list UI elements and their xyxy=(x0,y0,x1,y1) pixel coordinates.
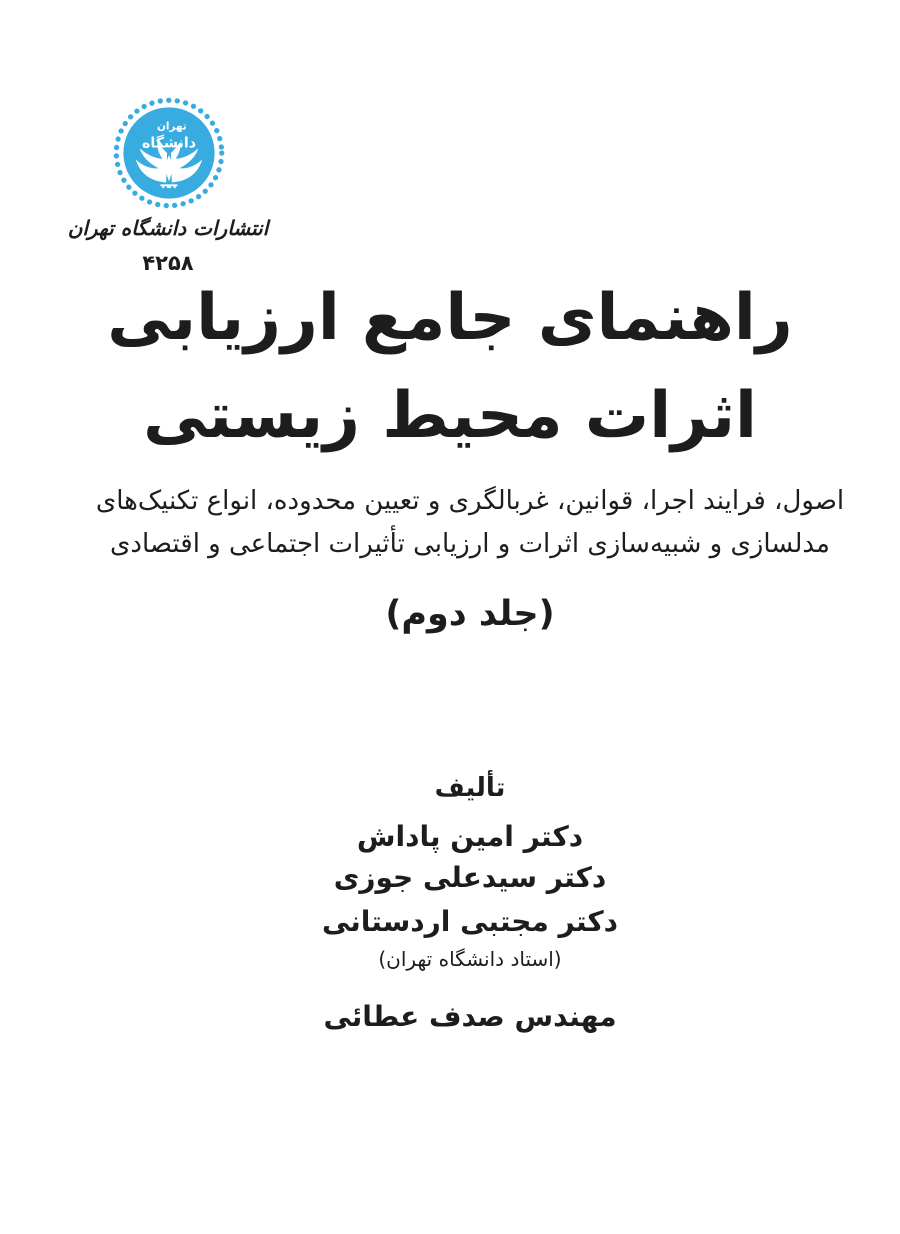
logo-text-bottom: دانشگاه xyxy=(141,135,197,152)
logo-base-ornament xyxy=(160,184,177,188)
byline-heading: تألیف xyxy=(434,773,506,803)
author-3-affiliation: (استاد دانشگاه تهران) xyxy=(378,947,562,971)
book-title-line2: اثرات محیط زیستی xyxy=(143,379,757,453)
subtitle-line1: اصول، فرایند اجرا، قوانین، غربالگری و تعیین محدوده، انواع تکنیک‌های xyxy=(95,486,845,516)
publisher-name: انتشارات دانشگاه تهران xyxy=(67,216,269,240)
publisher-serial-number: ۴۲۵۸ xyxy=(142,251,194,275)
author-name-4: مهندس صدف عطائی xyxy=(323,1000,617,1033)
book-title-line1: راهنمای جامع ارزیابی xyxy=(107,281,793,355)
logo-text-top: تهران xyxy=(156,120,187,133)
author-name-3: دکتر مجتبی اردستانی xyxy=(321,905,619,938)
university-of-tehran-logo-icon xyxy=(112,96,226,210)
author-name-2: دکتر سیدعلی جوزی xyxy=(333,861,607,894)
author-name-1: دکتر امین پاداش xyxy=(356,820,584,853)
subtitle-line2: مدلسازی و شبیه‌سازی اثرات و ارزیابی تأثیرات اجتماعی و اقتصادی xyxy=(110,529,830,559)
volume-label: (جلد دوم) xyxy=(385,594,555,634)
